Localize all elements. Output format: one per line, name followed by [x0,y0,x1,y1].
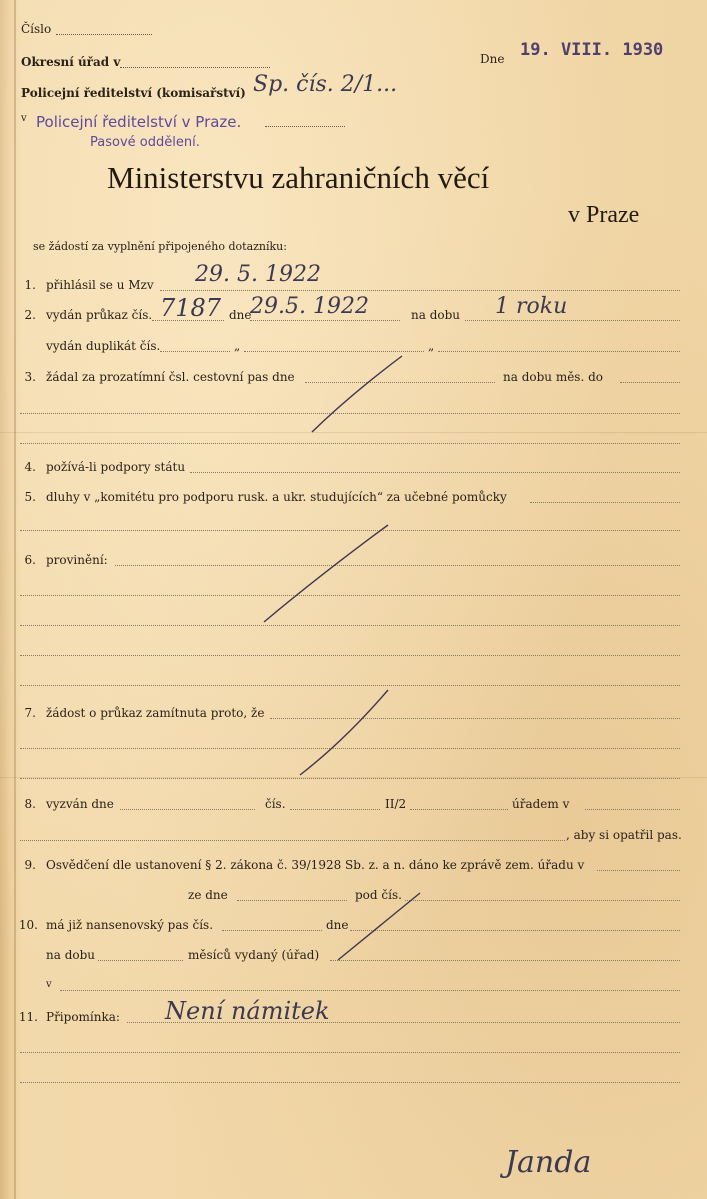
item10-label: má již nansenovský pas čís. [46,918,214,932]
item3-na-dobu-label: na dobu měs. do [503,370,604,384]
item9-label: Osvědčení dle ustanovení § 2. zákona č. 39/1928 Sb. z. a n. dáno ke zprávě zem. úřadu v [46,858,585,872]
item9-pod-cis-label: pod čís. [355,888,402,902]
police-stamp-line1: Policejní ředitelství v Praze. [36,113,242,131]
item2-duplicate-label: vydán duplikát čís. [46,339,161,353]
cislo-label: Číslo [21,22,52,36]
item-number: 8. [24,797,36,811]
item8-cis-label: čís. [265,797,286,811]
cancel-stroke-item6 [264,525,388,622]
item4-label: požívá-li podpory státu [46,460,186,474]
place-handwritten: Sp. čís. 2/1... [253,72,398,97]
item5-label: dluhy v „komitétu pro podporu rusk. a ukr. studujících“ za učebné pomůcky [46,490,507,504]
cancel-stroke-item3 [312,356,402,432]
item3-label: žádal za prozatímní čsl. cestovní pas dne [46,370,295,384]
item2-label: vydán průkaz čís. [46,308,153,322]
item2-na-dobu-label: na dobu [411,308,461,322]
item8-label: vyzván dne [46,797,114,811]
signature: Janda [505,1145,592,1180]
item2-date-value: 29.5. 1922 [250,294,369,319]
item10-v-label: v [46,979,52,990]
item8-uradem-label: úřadem v [512,797,570,811]
policejni-label: Policejní ředitelství (komisařství) [21,86,246,100]
item-number: 4. [24,460,36,474]
cancel-stroke-item10 [338,893,420,960]
item-number: 3. [24,370,36,384]
quote-mark: „ [428,339,435,353]
item-number: 2. [24,308,36,322]
addressee-city: v Praze [568,202,640,228]
item11-remark-value: Není námitek [165,997,330,1025]
item2-duration-value: 1 roku [495,294,568,319]
item6-label: provinění: [46,553,108,567]
okresni-urad-label: Okresní úřad v [21,55,121,69]
dne-label: Dne [480,52,505,66]
item9-ze-dne-label: ze dne [188,888,228,902]
item1-label: přihlásil se u Mzv [46,278,154,292]
item8-opatril-label: , aby si opatřil pas. [566,828,682,842]
item8-ii2-label: II/2 [385,797,407,811]
item-number: 1. [24,278,36,292]
item10-mesicu-label: měsíců vydaný (úřad) [188,948,320,962]
item-number: 6. [24,553,36,567]
item7-label: žádost o průkaz zamítnuta proto, že [46,706,265,720]
cancel-stroke-item7 [300,690,388,775]
item11-label: Připomínka: [46,1010,120,1024]
item-number: 10. [18,918,38,932]
quote-mark: „ [234,339,241,353]
item-number: 7. [24,706,36,720]
item10-dne-label: dne [326,918,349,932]
item2-number-value: 7187 [160,294,222,322]
item1-value: 29. 5. 1922 [195,262,321,287]
item-number: 11. [18,1010,38,1024]
date-stamp: 19. VIII. 1930 [520,40,664,60]
item-number: 9. [24,858,36,872]
item10-na-dobu-label: na dobu [46,948,96,962]
item-number: 5. [24,490,36,504]
item2-dne-label: dne [229,308,252,322]
police-stamp-line2: Pasové oddělení. [90,135,200,150]
v-label: v [21,113,27,124]
addressee-title: Ministerstvu zahraničních věcí [107,160,490,195]
intro-text: se žádostí za vyplnění připojeného dotazníku: [33,240,287,253]
